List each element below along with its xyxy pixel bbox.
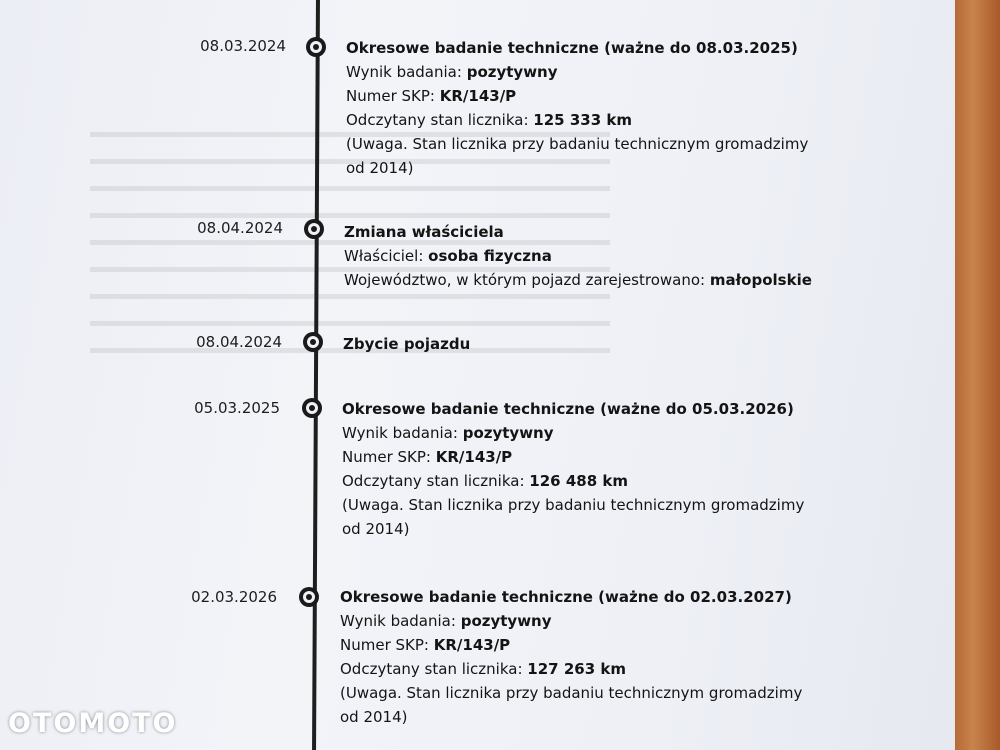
timeline-dot-icon bbox=[304, 219, 324, 239]
skp-label: Numer SKP: bbox=[342, 448, 436, 466]
odometer-value: 126 488 km bbox=[529, 472, 628, 490]
event-title: Zbycie pojazdu bbox=[343, 335, 471, 353]
odometer-note: (Uwaga. Stan licznika przy badaniu technicznym gromadzimy od 2014) bbox=[346, 135, 809, 177]
timeline-dot-icon bbox=[306, 37, 326, 57]
event-date: 08.03.2024 bbox=[200, 37, 286, 55]
otomoto-watermark: OTOMOTO bbox=[8, 708, 178, 739]
skp-number bbox=[342, 445, 862, 469]
result-value: pozytywny bbox=[460, 612, 552, 630]
result-label: Wynik badania: bbox=[342, 424, 463, 442]
event-date: 08.04.2024 bbox=[196, 333, 282, 351]
wooden-table-edge bbox=[955, 0, 1000, 750]
timeline-dot-icon bbox=[299, 587, 319, 607]
inspection-result bbox=[342, 421, 862, 445]
event-date: 02.03.2026 bbox=[191, 588, 277, 606]
odometer-reading bbox=[340, 657, 860, 681]
skp-number bbox=[340, 633, 860, 657]
odometer-label: Odczytany stan licznika: bbox=[342, 472, 530, 490]
result-label: Wynik badania: bbox=[346, 63, 467, 81]
registration-region bbox=[344, 268, 864, 292]
region-label: Województwo, w którym pojazd zarejestrowano: bbox=[344, 271, 710, 289]
skp-value: KR/143/P bbox=[433, 636, 511, 654]
odometer-reading bbox=[342, 469, 862, 493]
odometer-value: 125 333 km bbox=[533, 111, 632, 129]
result-value: pozytywny bbox=[462, 424, 554, 442]
owner-label: Właściciel: bbox=[344, 247, 429, 265]
odometer-label: Odczytany stan licznika: bbox=[340, 660, 528, 678]
event-title: Okresowe badanie techniczne (ważne do 08.03.2025) bbox=[346, 39, 798, 57]
event-title: Okresowe badanie techniczne (ważne do 05.03.2026) bbox=[342, 400, 794, 418]
timeline-dot-icon bbox=[302, 398, 322, 418]
odometer-value: 127 263 km bbox=[527, 660, 626, 678]
event-date: 08.04.2024 bbox=[197, 219, 283, 237]
owner-value: osoba fizyczna bbox=[428, 247, 552, 265]
event-details bbox=[342, 397, 862, 541]
event-title: Zmiana właściciela bbox=[344, 223, 504, 241]
event-details bbox=[343, 332, 863, 356]
skp-value: KR/143/P bbox=[435, 448, 513, 466]
event-title: Okresowe badanie techniczne (ważne do 02.03.2027) bbox=[340, 588, 792, 606]
result-value: pozytywny bbox=[466, 63, 558, 81]
odometer-label: Odczytany stan licznika: bbox=[346, 111, 534, 129]
region-value: małopolskie bbox=[709, 271, 812, 289]
event-details bbox=[344, 220, 864, 292]
timeline-dot-icon bbox=[303, 332, 323, 352]
skp-label: Numer SKP: bbox=[340, 636, 434, 654]
odometer-note: (Uwaga. Stan licznika przy badaniu technicznym gromadzimy od 2014) bbox=[340, 684, 803, 726]
skp-value: KR/143/P bbox=[439, 87, 517, 105]
event-details bbox=[340, 585, 860, 729]
skp-number bbox=[346, 84, 866, 108]
event-details bbox=[346, 36, 866, 180]
event-date: 05.03.2025 bbox=[194, 399, 280, 417]
inspection-result bbox=[340, 609, 860, 633]
inspection-result bbox=[346, 60, 866, 84]
odometer-note: (Uwaga. Stan licznika przy badaniu technicznym gromadzimy od 2014) bbox=[342, 496, 805, 538]
owner-type bbox=[344, 244, 864, 268]
skp-label: Numer SKP: bbox=[346, 87, 440, 105]
result-label: Wynik badania: bbox=[340, 612, 461, 630]
odometer-reading bbox=[346, 108, 866, 132]
